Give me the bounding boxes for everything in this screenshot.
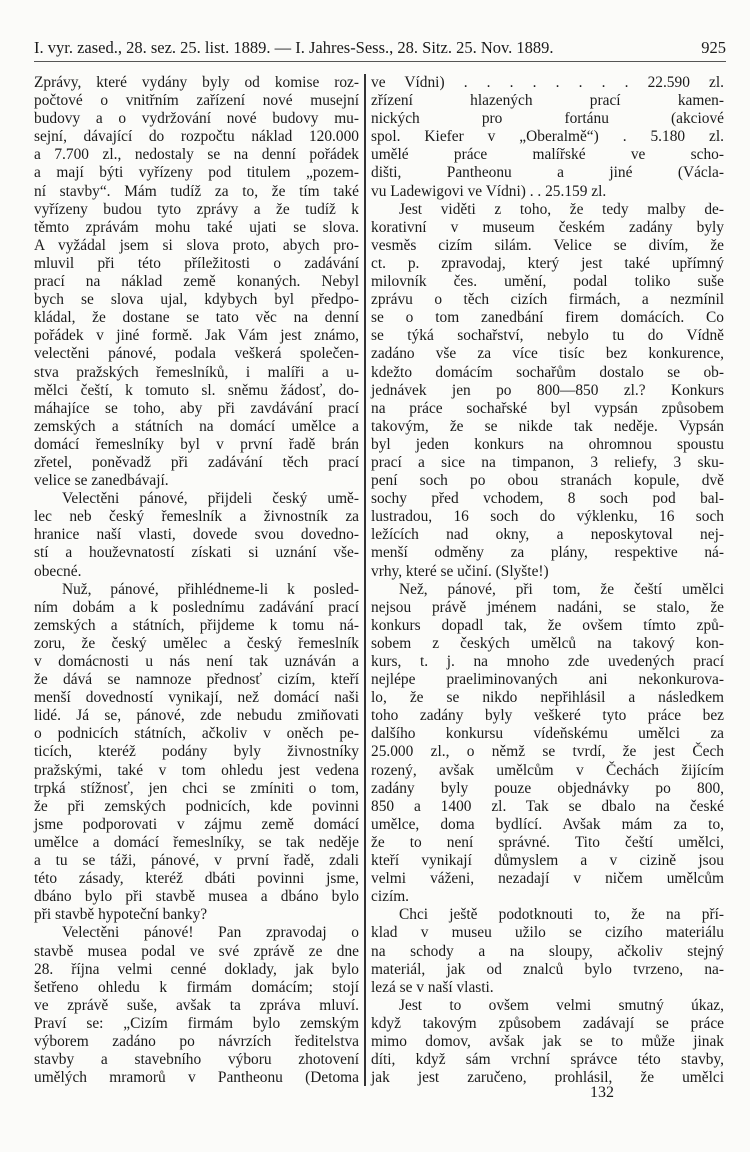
left-column [34, 74, 359, 1087]
paragraph [371, 997, 724, 1087]
text-line: pení soch po obou stranách kopule, dvě [371, 472, 724, 490]
text-line: hranice naší vlasti, dovede svou dovedno- [34, 526, 359, 544]
text-line: stí a houževnatostí získati si uznání vše- [34, 544, 359, 562]
text-line: cizím. [371, 888, 410, 906]
paragraph [34, 74, 359, 490]
text-line: sobem z českých umělců na takový kon- [371, 634, 724, 652]
text-line: že dává se namnoze přednosť cizím, kteří [34, 671, 359, 689]
text-line: Praví se: „Cizím firmám bylo zemským [34, 1014, 359, 1032]
text-line: zemských a státních, přijdeme k tomu ná- [34, 616, 359, 634]
text-line: menší dovedností vynikají, než domácí naši [34, 689, 359, 707]
text-line: nejlépe praeliminovaných ani nekonkurova- [371, 671, 724, 689]
text-line: Velectěni pánové, přijdeli český umě- [62, 490, 359, 508]
text-line: se týká sochařství, nebylo tu do Vídně [371, 327, 724, 345]
text-line: na schody a na sloupy, ačkoliv stejný [371, 942, 724, 960]
text-line: Velectěni pánové! Pan zpravodaj o [62, 924, 359, 942]
text-line: zadány byly pouze objednávky po 800, [371, 779, 724, 797]
text-line: Jest to ovšem velmi smutný úkaz, [399, 996, 724, 1014]
text-line: mělci čeští, k tomuto sl. sněmu žádosť, do- [34, 381, 359, 399]
sheet-number: 132 [590, 1084, 614, 1101]
text-line: kteří vynikají důmyslem a v cizině jsou [371, 852, 724, 870]
text-line: vyřízeny budou tyto zprávy a že tudíž k [34, 200, 359, 218]
text-line: vrhy, které se učiní. (Slyšte!) [371, 562, 549, 580]
paragraph [34, 924, 359, 1087]
text-line: kdežto domácím sochařům dostalo se ob- [371, 363, 724, 381]
text-line: velmi váženi, nezadají v ničem umělcům [371, 870, 724, 888]
right-column [371, 74, 724, 1087]
text-line: takovým, že se nikde tak neděje. Vypsán [371, 417, 724, 435]
text-line: 850 a 1400 zl. Tak se dbalo na české [371, 797, 724, 815]
text-line: v domácnosti u nás není tak uznáván a [34, 653, 359, 670]
text-line: lo, že se nikdo nepřihlásil a následkem [371, 689, 724, 707]
text-line: výborem zadáno po návrzích ředitelstva [34, 1032, 359, 1050]
text-line: ve Vídni) . . . . . . . . 22.590 zl. [371, 74, 724, 91]
text-line: ticích, kteréž podány byly živnostníky [34, 743, 359, 761]
text-line: o podnicích státních, ačkoliv v oněch pe- [34, 725, 359, 743]
text-line: ním dobám a k poslednímu zadávání prací [34, 598, 359, 616]
text-line: že při zemských podnicích, kde povinni [34, 797, 359, 815]
text-line: dalšího konkursu vídeňskému umělci za [371, 725, 724, 743]
text-line: se o tom zanedbání firem domácích. Co [371, 309, 724, 327]
paragraph [371, 581, 724, 907]
text-line: jak jest zaručeno, prohlásil, že umělci [371, 1069, 724, 1087]
text-line: pořádek v jiné formě. Jak Vám jest známo, [34, 327, 359, 345]
text-line: spol. Kiefer v „Oberalmě“) . 5.180 zl. [371, 128, 724, 146]
text-line: šetřeno ohledu k firmám domácím; stojí [34, 978, 359, 996]
text-line: obecné. [34, 562, 82, 580]
text-line: domácí řemeslníky byl v první řadě brán [34, 435, 359, 453]
text-line: mimo domov, avšak jak se to může jinak [371, 1032, 724, 1050]
text-line: stva pražských řemeslníků, i malíři a u- [34, 363, 359, 381]
text-line: lec neb český řemeslník a živnostník za [34, 508, 359, 526]
text-line: nejsou právě jménem nadáni, se stalo, že [371, 598, 724, 616]
text-line: Než, pánové, při tom, že čeští umělci [399, 580, 724, 598]
text-line: Jest viděti z toho, že tedy malby de- [399, 200, 724, 218]
text-line: trpká stížnosť, jen chci se zmíniti o tom, [34, 779, 359, 797]
text-line: a 7.700 zl., nedostaly se na denní pořádek [34, 146, 359, 164]
text-line: zemských a státních na domácí umělce a [34, 417, 359, 435]
text-line: 25.000 zl., o němž se tvrdí, že jest Čech [371, 743, 724, 761]
text-line: velice se zanedbávají. [34, 472, 169, 490]
text-line: klad v museu užilo se cizího materiálu [371, 924, 724, 942]
text-line: Chci ještě podotknouti to, že na pří- [399, 906, 724, 924]
text-line: stavbě musea podal ve své zprávě ze dne [34, 942, 359, 960]
text-line: umělé práce malířské ve scho- [371, 146, 724, 164]
text-line: ct. p. zpravodaj, který jest také upřímný [371, 254, 724, 272]
text-line: umělce a domácí řemeslníky, se tak neděje [34, 833, 359, 851]
text-line: těmto zprávám mohu také ujati se slova. [34, 218, 359, 236]
header-title: I. vyr. zased., 28. sez. 25. list. 1889. — I. Jahres-Sess., 28. Sitz. 25. Nov. 1889. [34, 38, 554, 57]
text-line: rozený, avšak umělcům v Čechách žijícím [371, 761, 724, 779]
text-line: při stavbě hypoteční banky? [34, 906, 208, 924]
text-line: když takovým způsobem zadávají se práce [371, 1014, 724, 1032]
text-line: kurs, t. j. na mnoho zde uvedených prací [371, 653, 724, 670]
paragraph [34, 581, 359, 925]
text-line: nických pro fortánu (akciové [371, 110, 724, 128]
text-line: zadáno vše za více tisíc bez konkurence, [371, 345, 724, 363]
text-line: ve zprávě suše, avšak ta zpráva mluví. [34, 996, 359, 1014]
text-line: menší odměny za plány, respektive ná- [371, 544, 724, 562]
text-line: lustradou, 16 soch do výklenku, 16 soch [371, 508, 724, 526]
text-line: jsme podporovati v zájmu země domácí [34, 815, 359, 833]
text-line: 28. října velmi cenné doklady, jak bylo [34, 960, 359, 978]
text-line: sochy před vchodem, 8 soch pod bal- [371, 490, 724, 508]
text-line: této zásady, kteréž dbáti povinni jsme, [34, 870, 359, 888]
column-divider [364, 74, 366, 1086]
text-line: prací a sice na timpanon, 3 reliefy, 3 sku- [371, 453, 724, 471]
text-line: a mají býti vyřízeny pod titulem „pozem- [34, 164, 359, 182]
paragraph [371, 201, 724, 581]
page-number: 925 [701, 38, 726, 57]
text-line: kládal, že dostane se tato věc na denní [34, 309, 359, 327]
paragraph [34, 490, 359, 580]
text-line: na práce sochařské byl vypsán způsobem [371, 399, 724, 417]
text-line: pražskými, také v tom ohledu jest vedena [34, 761, 359, 779]
text-line: bych se slova ujal, kdybych byl předpo- [34, 291, 359, 309]
running-header [34, 34, 726, 62]
text-line: zprávu o těch cizích firmách, a nezmínil [371, 291, 724, 309]
text-line: velectěni pánové, podala veškerá společen- [34, 345, 359, 363]
text-line: sejní, dávající do rozpočtu náklad 120.000 [34, 128, 359, 146]
text-line: jednávek jen po 800—850 zl.? Konkurs [371, 381, 724, 399]
text-line: počtové o vnitřním zařízení nové musejní [34, 92, 359, 110]
text-line: budovy a o vydržování nové budovy mu- [34, 110, 359, 128]
text-line: stavby a stavebního výboru zhotovení [34, 1051, 359, 1069]
paragraph [371, 906, 724, 996]
text-line: zoru, že český umělec a český řemeslník [34, 634, 359, 652]
text-line: byl jeden konkurs na ohromnou spoustu [371, 435, 724, 453]
text-line: ležících nad okny, a neposkytoval nej- [371, 526, 724, 544]
text-line: vu Ladewigovi ve Vídni) . . 25.159 zl. [371, 182, 607, 200]
text-line: vesměs cizím silám. Velice se divím, že [371, 236, 724, 254]
paragraph [371, 74, 724, 201]
text-line: toho zadány byly veškeré tyto práce bez [371, 707, 724, 725]
text-line: mluvil při této příležitosti o zadávání [34, 254, 359, 272]
text-line: materiál, jak od znalců bylo tvrzeno, na- [371, 960, 724, 978]
text-line: umělce, doma bydlící. Avšak mám za to, [371, 815, 724, 833]
text-line: a tu se táži, pánové, v první řadě, zdali [34, 852, 359, 870]
text-line: milovník čes. umění, podal toliko suše [371, 273, 724, 291]
text-line: zřízení hlazených prací kamen- [371, 92, 724, 110]
text-line: ní stavby“. Mám tudíž za to, že tím také [34, 182, 359, 200]
text-line: umělých mramorů v Pantheonu (Detoma [34, 1069, 359, 1087]
text-line: lidé. Já se, pánové, zde nebudu zmiňovati [34, 707, 359, 725]
text-line: korativní v museum českém zadány byly [371, 218, 724, 236]
text-line: dišti, Pantheonu a jiné (Václa- [371, 164, 724, 182]
text-line: díti, když sám vrchní správce této stavby, [371, 1051, 724, 1069]
text-line: A vyžádal jsem si slova proto, abych pro- [34, 236, 359, 254]
text-line: Zprávy, které vydány byly od komise roz- [34, 74, 359, 91]
text-line: Nuž, pánové, přihlédneme-li k posled- [62, 580, 359, 598]
text-line: prací na náklad země konaných. Nebyl [34, 273, 359, 291]
text-line: máhajíce se toho, aby při zavdávání prací [34, 399, 359, 417]
text-line: zřetel, poněvadž při zadávání těch prací [34, 453, 359, 471]
text-line: lezá se v naší vlasti. [371, 978, 494, 996]
text-line: dbáno bylo při stavbě musea a dbáno bylo [34, 888, 359, 906]
text-line: konkurs dopadl tak, že ovšem tímto způ- [371, 616, 724, 634]
text-line: že to není správné. Tito čeští umělci, [371, 833, 724, 851]
